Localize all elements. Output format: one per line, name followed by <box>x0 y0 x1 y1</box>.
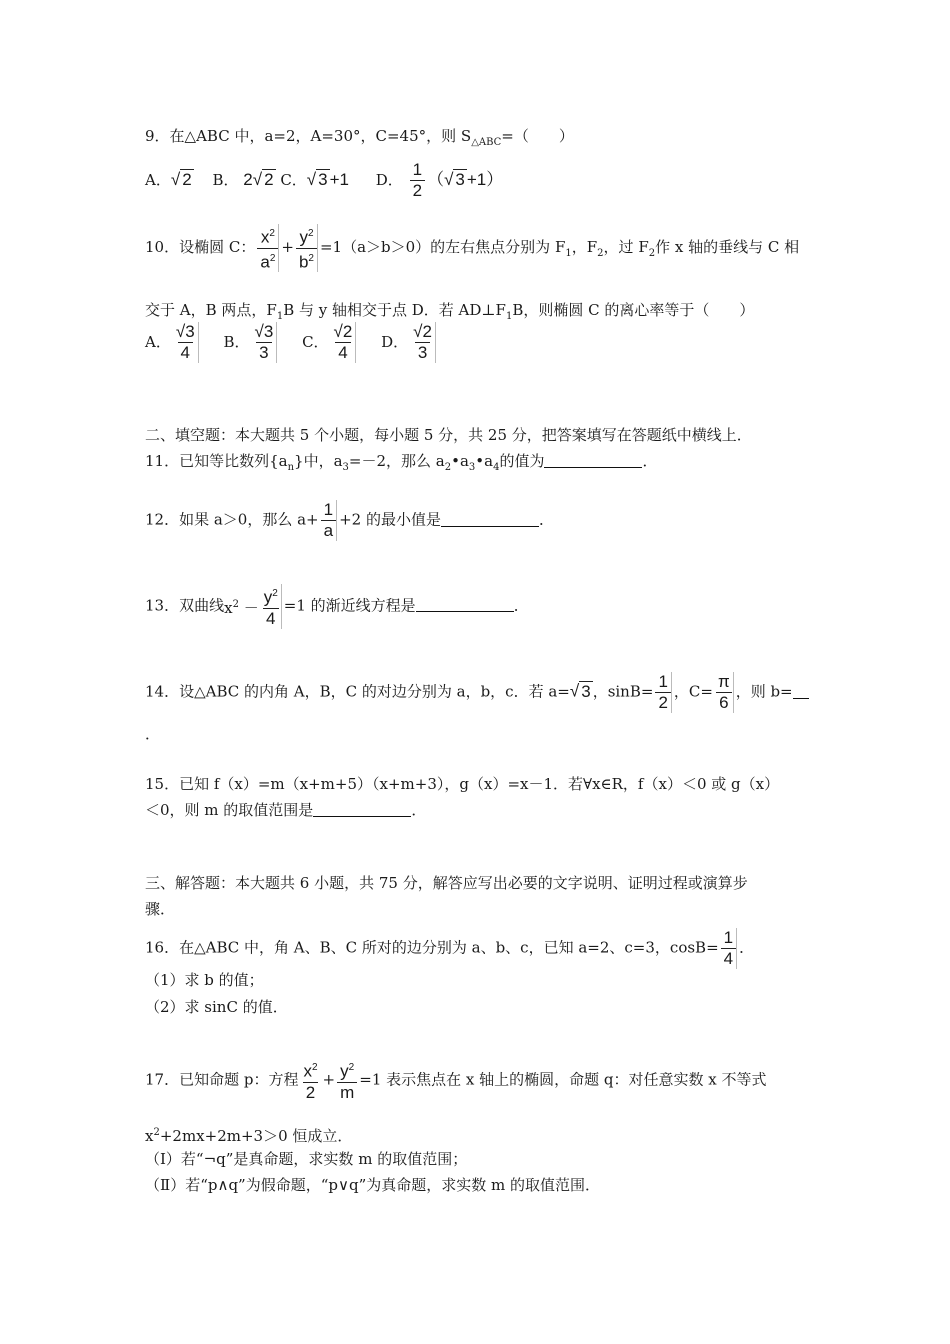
q12-answer-blank[interactable] <box>441 512 539 527</box>
q16-part1: （1）求 b 的值； <box>145 971 264 989</box>
q11-answer-blank[interactable] <box>544 453 642 468</box>
q10-option-c[interactable]: C． $\frac{√2}{4}$ <box>302 333 358 351</box>
q9-stem: 9．在△ABC 中，a=2，A=30°，C=45°，则 $S_{\triangle ABC}=$（ ） <box>145 127 574 148</box>
q13: 13．双曲线$x^2$ － $\frac{y^2}{4}$ =1 的渐近线方程是 ． <box>145 584 529 629</box>
q10-option-b[interactable]: B． $\frac{√3}{3}$ <box>223 333 279 351</box>
q10-option-a[interactable]: A． $\frac{√3}{4}$ <box>145 333 201 351</box>
q14: 14．设△ABC 的内角 A，B，C 的对边分别为 a，b，c．若 a=√ 3 ，sinB= $\frac{1}{2}$ ，C= $\frac{\pi}{6}$ ，则 b= <box>145 672 809 713</box>
q17-line2: $x^2+2mx+2m+3>0$ 恒成立． <box>145 1127 353 1145</box>
q16-part2: （2）求 sinC 的值． <box>145 998 288 1016</box>
q9-option-d[interactable]: D． $\frac{1}{2}$ （√ 3 +1） <box>375 160 504 200</box>
q10-line2: 交于 A，B 两点，$F_1B$ 与 y 轴相交于点 D．若 $AD\perp F_1B$，则椭圆 C 的离心率等于（ ） <box>145 301 755 322</box>
q12: 12．如果 a＞0，那么 a+ $\frac{1}{a}$ +2 的最小值是 ． <box>145 500 554 540</box>
q10-line1: 10．设椭圆 C： $\frac{x^2}{a^2}$ + $\frac{y^2}{b^2}$ =1（a＞b＞0）的左右焦点分别为 $F_1$，$F_2$，过 $F_2$作 x 轴的垂线与 C 相 <box>145 224 799 272</box>
q9-option-c[interactable]: C．√ 3 +1 <box>280 169 349 189</box>
q15-line1: 15．已知 f（x）=m（x+m+5）（x+m+3），g（x）=x－1．若∀x∈R，f（x）＜0 或 g（x） <box>145 775 780 793</box>
q9-options <box>145 160 503 201</box>
q9-option-b[interactable]: B． 2√ 2 <box>212 169 274 189</box>
q10-options <box>145 322 456 363</box>
q17-part2: （Ⅱ）若“p∧q”为假命题，“p∨q”为真命题，求实数 m 的取值范围． <box>145 1176 600 1194</box>
q15-answer-blank[interactable] <box>313 802 411 817</box>
section3-heading-cont: 骤． <box>145 900 176 918</box>
section2-heading: 二、填空题：本大题共 5 个小题，每小题 5 分，共 25 分，把答案填写在答题纸中横线上． <box>145 426 752 444</box>
q15-line2: ＜0，则 m 的取值范围是 ． <box>145 801 427 819</box>
q14-answer-blank[interactable] <box>793 684 809 699</box>
q10-option-d[interactable]: D． $\frac{√2}{3}$ <box>381 333 438 351</box>
q17-line1: 17．已知命题 p：方程 $\frac{x^2}{2}$ + $\frac{y^2}{m}$ =1 表示焦点在 x 轴上的椭圆，命题 q：对任意实数 x 不等式 <box>145 1061 767 1102</box>
q11: 11．已知等比数列$\{a_n\}$中，$a_3=-2$，那么 $a_2•a_3•a_4$的值为 ． <box>145 452 658 473</box>
q16-stem: 16．在△ABC 中，角 A、B、C 所对的边分别为 a、b、c，已知 a=2、c=3，cosB= $\frac{1}{4}$ ． <box>145 928 755 968</box>
q13-answer-blank[interactable] <box>416 597 514 612</box>
q17-part1: （Ⅰ）若“¬q”是真命题，求实数 m 的取值范围； <box>145 1150 468 1168</box>
section3-heading: 三、解答题：本大题共 6 小题，共 75 分，解答应写出必要的文字说明、证明过程或演算步 <box>145 874 748 892</box>
q14-line2: ． <box>145 725 161 743</box>
q9-option-a[interactable]: A．√ 2 <box>145 169 192 189</box>
